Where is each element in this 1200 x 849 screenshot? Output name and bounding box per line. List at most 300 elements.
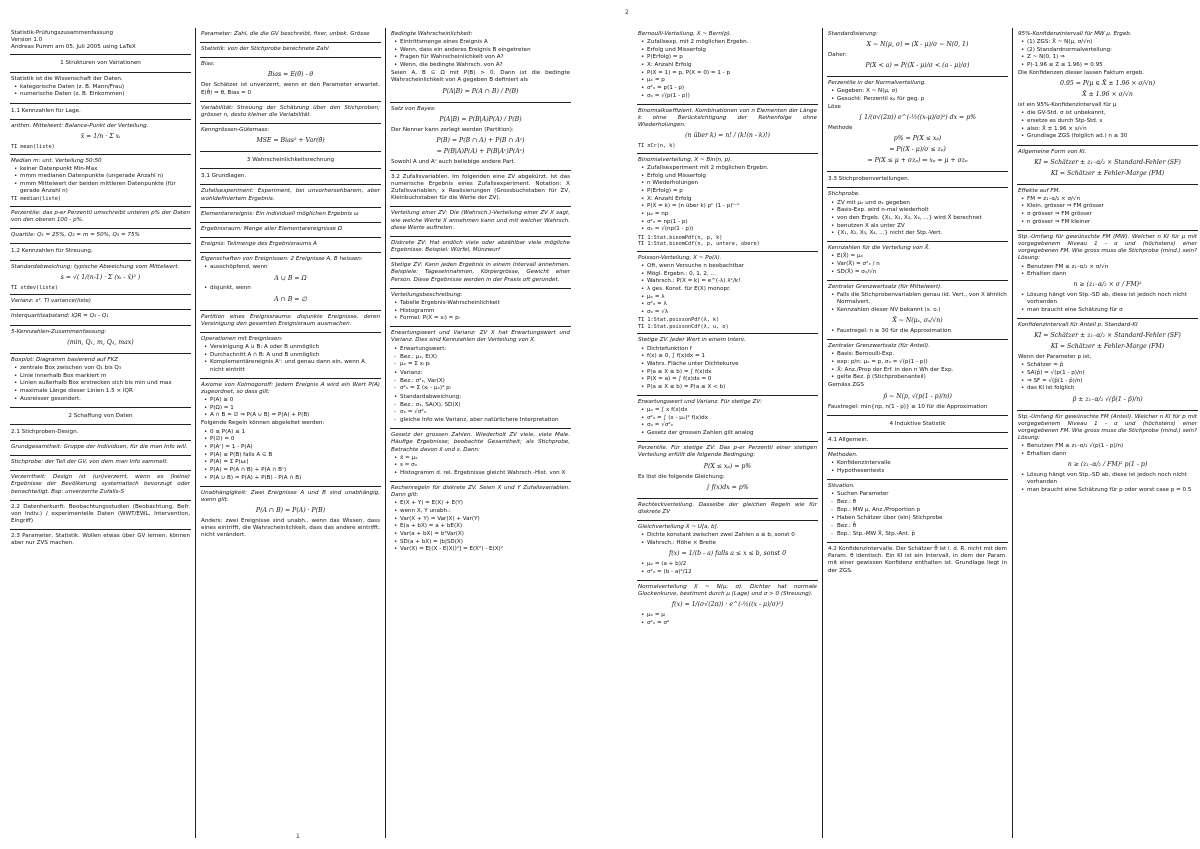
paragraph: Binomialkoeffizient. Kombinationen von n Elementen der Länge k ohne Berücksichtigung der Reihenfolge ohne Wiederholungen:: [638, 107, 817, 129]
paragraph: Satz von Bayes:: [391, 105, 436, 112]
list-item: • P(a ≤ X ≤ b) = P(a ≤ X < b): [647, 384, 817, 391]
list-item: • gelte Bez. p̂ (Stichprobenanteil): [837, 374, 1007, 381]
list-item: • P(X = a) = ∫ f(x)dx = 0: [647, 376, 817, 383]
bullet-list: [828, 200, 1007, 238]
list-item: • Standardabweichung:: [400, 394, 570, 401]
list-item: • benutzen X als unter ZV: [837, 223, 1007, 230]
list-item: • Dichte konstant zwischen zwei Zahlen a ≤ b, sonst 0: [647, 532, 817, 539]
list-item: • Mögl. Ergebn.: 0, 1, 2, ...: [647, 271, 817, 278]
list-item: • (2) Standardnormalverteilung:: [1027, 47, 1197, 54]
text-block: [200, 124, 381, 152]
column-divider: [822, 28, 823, 838]
list-item: • Zufallsexp. mit 2 möglichen Ergebn.: [647, 39, 817, 46]
paragraph: Standardisierung:: [828, 31, 878, 37]
list-item: • Benutzen FM ≤ z₁₋α/₂ × σ/√n: [1027, 264, 1197, 271]
text-block: [10, 456, 191, 471]
list-item: • Zufallsexperiment mit 2 möglichen Ergebn.: [647, 165, 817, 172]
subsection-title: [827, 543, 1008, 579]
list-item: • die GV-Std. σ ist unbekannt,: [1027, 110, 1197, 117]
list-item: • man braucht eine Schätzung für σ: [1027, 307, 1197, 314]
list-item: • mmm medianen Datenpunkte (ungerade Anzahl n): [20, 173, 190, 180]
list-item: • P(A ∪ B) = P(A) + P(B) - P(A ∩ B): [210, 475, 380, 482]
paragraph: Ereignis: Teilmenge des Ergebnisraums A: [201, 241, 317, 248]
paragraph: Situation.: [828, 482, 855, 489]
subsection-title: [10, 530, 191, 551]
paragraph: Ergebnisraum: Menge aller Elementarereignisse Ω: [201, 225, 343, 232]
paragraph: Erwartungswert und Varianz: ZV X hat Erwartungswert und Varianz. Dies sind Kennzahlen der Verteilung von X.: [391, 330, 570, 344]
bullet-list: [1018, 39, 1197, 69]
text-block: [200, 311, 381, 333]
formula: (n über k) = n! / (k!(n - k)!): [685, 132, 770, 140]
list-item: • P(a ≤ X ≤ b) = ∫ f(x)dx: [647, 369, 817, 376]
sub-list: [828, 523, 1007, 538]
list-item: • Falls die Stichprobenvariablen genau iid. Vert., von X ähnlich Normalvert.: [837, 292, 1007, 306]
paragraph: Verteilung einer ZV: Die (Wahrsch.)-Verteilung einer ZV X sagt, wie welche Werte X annehmen kann und mit welcher Wahrsch. diese Werte auftreten.: [391, 210, 570, 231]
list-item: • f(x) ≥ 0, ∫ f(x)dx = 1: [647, 353, 817, 360]
list-item: • Wenn, dass ein anderes Ereignis B eingetreten: [400, 47, 570, 54]
subsection-title: [10, 501, 191, 530]
formula: A ∩ B = ∅: [274, 295, 307, 303]
list-item: • Grundlage ZGS (folglich ad.) n ≥ 30: [1027, 133, 1197, 140]
paragraph: Der Nenner kann zerlegt werden (Partition):: [391, 126, 514, 133]
list-item: • Gesetz der grossen Zahlen gilt analog: [647, 430, 817, 437]
formula: Bias = E(θ̂) - θ: [267, 71, 314, 79]
formula: f(x) = 1/(b - a) falls a ≤ x ≤ b, sonst 0: [668, 549, 787, 557]
list-item: • X: Anzahl Erfolg: [647, 62, 817, 69]
list-item: • also: X̄ ± 1.96 × s/√n: [1027, 126, 1197, 133]
formula: P(A ∩ B) = P(A) · P(B): [255, 507, 326, 514]
list-item: • E(a + bX) = a + bE(X): [400, 523, 570, 530]
sub-list: [391, 402, 570, 424]
text-block: [200, 379, 381, 487]
text-block: [200, 238, 381, 253]
text-block: [10, 441, 191, 456]
text-block: [1017, 319, 1198, 410]
paragraph: Varianz: s². TI variance(liste): [11, 298, 91, 305]
formula: n ≥ (z₁₋α/₂ × σ / FM)²: [1073, 281, 1142, 289]
bullet-list: [1018, 362, 1197, 392]
text-block: [827, 281, 1008, 340]
formula: A ∪ B = Ω: [274, 274, 307, 282]
formula: P(X < a) = P((X - μ)/σ < (a - μ)/σ): [865, 62, 970, 70]
paragraph: Anders: zwei Ereignisse sind unabh., wenn das Wissen, dass eines eintrifft, die Wahrscheinlichkeit, dass das andere eintrifft, nicht verändert.: [201, 517, 380, 539]
paragraph: Stetige ZV. Jeder Wert in einem Interv.: [638, 337, 746, 344]
formula: X ~ N(μ, σ) ⇒ (X - μ)/σ ~ N(0, 1): [866, 41, 969, 49]
paragraph: Median m: unt. Verteilung 50:50: [11, 157, 102, 164]
list-item: • wenn X, Y unabh.:: [400, 508, 570, 515]
left-column-2: [200, 28, 381, 838]
formula: KI = Schätzer ± z₁₋α/₂ × Standard-Fehler (SF): [1034, 158, 1181, 166]
list-item: • Faustregel: n ≥ 30 für die Approximation: [837, 328, 1007, 335]
paragraph: Perzentile in der Normalverteilung.: [828, 80, 927, 87]
text-block: [390, 237, 571, 259]
document-title: Statistik-Prüfungszusammenfassung: [11, 30, 114, 36]
list-item: • Histogramm: [400, 308, 570, 315]
list-item: • Kennzahlen dieser NV bekannt (s. o.): [837, 307, 1007, 314]
bullet-list: [828, 351, 1007, 381]
paragraph: Grundgesamtheit: Gruppe der Individuen, für die man Info will.: [11, 443, 188, 450]
bullet-list: [391, 300, 570, 322]
list-item: • Schätzer = p̂: [1027, 362, 1197, 369]
formula: x̄ = 1/n · Σ xᵢ: [80, 132, 121, 140]
paragraph: 3.2 Zufallsvariablen. Im folgenden eine ZV abgekürzt. Ist das numerische Ergebnis eines Zufallsexperiment. Notation: X Zufallsvariablen, x Realisierungen (Grossbuchstaben für ZV, Kleinbuchstaben für die Werte der ZV).: [391, 173, 570, 202]
list-item: • σ²ₓ = ∫ (x - μₓ)² f(x)dx: [647, 415, 817, 422]
paragraph: Unabhängigkeit: Zwei Ereignisse A und B sind unabhängig, wenn gilt:: [201, 489, 380, 503]
bullet-list: [828, 491, 1007, 498]
text-block: [827, 77, 1008, 172]
list-item: • Konfidenzintervalle: [837, 460, 1007, 467]
list-item: • P(Erfolg) = p: [647, 188, 817, 195]
formula: 0.95 = P(μ ∈ X̄ ± 1.96 × σ/√n): [1059, 80, 1156, 88]
list-item: • σ grösser ⇒ FM grösser: [1027, 211, 1197, 218]
list-item: • Erfolg und Misserfolg: [647, 173, 817, 180]
bullet-list: [828, 328, 1007, 335]
paragraph: Poisson-Verteilung, X ~ Po(λ).: [638, 254, 722, 261]
list-item: • Hypothesentests: [837, 468, 1007, 475]
list-item: • SD(X̄) = σₓ/√n: [837, 269, 1007, 276]
text-block: [827, 28, 1008, 77]
paragraph: Partition eines Ereignisraums: disjunkte Ereignisse, deren Vereinigung den gesamten Ereignisraum ausmachen.: [201, 313, 380, 327]
list-item: • zentrale Box zwischen von Q₁ bis Q₃: [20, 365, 190, 372]
text-block: [390, 207, 571, 236]
text-block: [200, 487, 381, 544]
list-item: • μₓ = μ: [647, 612, 817, 619]
bullet-list: [11, 365, 190, 403]
list-item: • σ²ₓ = σ²: [647, 620, 817, 627]
paragraph: Statistik: von der Stichprobe berechnete Zahl: [201, 46, 329, 53]
text-block: [200, 253, 381, 310]
list-item: • P(∅) = 0: [210, 436, 380, 443]
list-item: • μₓ = np: [647, 211, 817, 218]
paragraph: Diskrete ZV: Hat endlich viele oder abzählbar viele mögliche Ergebnisse. Beispiel: Würfel, Münzwurf: [391, 239, 570, 254]
formula: MSE = Bias² + Var(θ̂): [256, 137, 325, 145]
list-item: • ausschöpfend, wenn: [210, 264, 380, 271]
list-item: • P(X = 1) = p, P(X = 0) = 1 - p: [647, 70, 817, 77]
list-item: • Z ~ N(0, 1) ⇒: [1027, 54, 1197, 61]
list-item: • Var(a + bX) = b²Var(X): [400, 531, 570, 538]
list-item: • P(Erfolg) = p: [647, 54, 817, 61]
list-item: • Varianz:: [400, 370, 570, 377]
paragraph: Gleichverteilung X ~ U[a, b].: [638, 523, 719, 530]
paragraph: Bernoulli-Verteilung, X ~ Bern(p).: [638, 31, 732, 37]
paragraph: 4.2 Konfidenzintervalle. Der Schätzer θ̂ ist i. d. R. nicht mit dem Param. θ identisch. Ein KI ist ein Intervall, in dem der Param. mit einer gewissen Konfidenz enthalten ist. Grundlage liegt in der ZGS.: [828, 546, 1007, 574]
list-item: • Wahrs. Fläche unter Dichtekurve: [647, 361, 817, 368]
text-block: [390, 289, 571, 328]
list-item: • E(X + Y) = E(X) + E(Y): [400, 500, 570, 507]
list-item: • Wenn, die bedingte Wahrsch. von A?: [400, 62, 570, 69]
list-item: • x̄ ≈ μₓ: [400, 455, 570, 462]
text-block: [390, 103, 571, 171]
paragraph: Allgemeine Form von KI.: [1018, 148, 1087, 155]
paragraph: Rechteckverteilung. Dasselbe der gleichen Regeln wie für diskrete ZV: [638, 501, 817, 515]
left-column-1: [10, 28, 191, 838]
list-item: - Bez.: θ̂: [837, 523, 1007, 530]
text-block: [10, 120, 191, 155]
paragraph: Daher:: [828, 52, 847, 59]
paragraph: Standardabweichung: typische Abweichung vom Mittelwert.: [11, 263, 180, 270]
list-item: • Var(X + Y) = Var(X) + Var(Y): [400, 516, 570, 523]
list-item: - μₓ = Σ xᵢ pᵢ: [400, 361, 570, 368]
list-item: • μₓ = ∫ x f(x)dx: [647, 407, 817, 414]
bullet-list: [638, 39, 817, 100]
calculator-command: TI 1:Stat.binomCdf(n, p, untere, obere): [638, 241, 760, 248]
bullet-list: [201, 429, 380, 482]
list-item: - Bsp.: Stp.-MW X̄, Stp.-Ant. p̂: [837, 531, 1007, 538]
text-block: [10, 207, 191, 229]
formula: KI = Schätzer ± Fehler-Marge (FM): [1050, 169, 1165, 177]
list-item: • SD(a + bX) = |b|SD(X): [400, 539, 570, 546]
text-block: [200, 185, 381, 207]
right-column-2: [827, 28, 1008, 838]
list-item: • Formel: P(X = xᵢ) = pᵢ: [400, 315, 570, 322]
section-title: 3 Wahrscheinlichkeitsrechnung: [200, 152, 381, 169]
list-item: • σ²ₓ = λ: [647, 301, 817, 308]
sub-list: [828, 499, 1007, 514]
paragraph: Normalverteilung X ~ N(μ, σ). Dichter hat normale Glockenkurve, bestimmt durch μ (Lage) und σ > 0 (Streuung).: [638, 583, 817, 597]
bullet-list: [638, 561, 817, 576]
list-item: • Benutzen FM ≤ z₁₋α/₂ √(p(1 - p)/n): [1027, 443, 1197, 450]
list-item: • σ²ₓ = p(1 - p): [647, 85, 817, 92]
text-block: [10, 261, 191, 296]
list-item: • Fragen für Wahrscheinlichkeit von A?: [400, 54, 570, 61]
bullet-list: [11, 166, 190, 196]
text-block: [10, 326, 191, 354]
paragraph: Quartile: Q₁ = 25%, Q₂ = m = 50%, Q₃ = 75%: [11, 232, 140, 239]
formula: p̂ ± z₁₋α/₂ √(p̂(1 - p̂)/n): [1072, 395, 1143, 403]
text-block: [827, 242, 1008, 281]
list-item: • Lösung hängt von Stp.-SD ab, diese ist jedoch noch nicht vorhanden: [1027, 472, 1197, 486]
formula: p% = P(X ≤ xₚ): [893, 135, 942, 143]
bullet-list: [638, 346, 817, 391]
formula: s = √( 1/(n-1) · Σ (xᵢ - x̄)² ): [60, 273, 141, 281]
text-block: [200, 58, 381, 101]
paragraph: Perzentile. Für stetige ZV: Das p-er Perzentil einer stetigen Verteilung erfüllt die folgende Bedingung:: [638, 445, 817, 459]
text-block: [827, 449, 1008, 480]
text-block: [200, 43, 381, 58]
document-version: Version 1.0: [11, 37, 43, 44]
paragraph: Perzentile: das p-er Perzentil umschreibt unteren p% der Daten von den oberen 100 - p%.: [11, 209, 190, 224]
bullet-list: [1018, 472, 1197, 494]
list-item: • σ²ₓ = np(1 - p): [647, 219, 817, 226]
text-block: [200, 223, 381, 238]
text-block: [200, 102, 381, 124]
calculator-command: TI 1:Stat.poissonPdf(λ, k): [638, 317, 720, 324]
bullet-list: [391, 394, 570, 401]
paragraph: Eigenschaften von Ereignissen: 2 Ereignisse A, B heissen:: [201, 256, 363, 263]
text-block: [390, 28, 571, 103]
bullet-list: [1018, 292, 1197, 314]
list-item: • Vereinigung A ∪ B: A oder B unmöglich: [210, 344, 380, 351]
subsection-title: 1.1 Kennzahlen für Lage.: [10, 104, 191, 120]
text-block: [10, 295, 191, 310]
paragraph: Wenn der Parameter p ist,: [1018, 354, 1092, 361]
text-block: [1017, 231, 1198, 319]
text-block: [10, 471, 191, 500]
list-item: • P(A) = P(A ∩ B) + P(A ∩ Bᶜ): [210, 467, 380, 474]
list-item: • E(X̄) = μₓ: [837, 253, 1007, 260]
bullet-list: [828, 292, 1007, 314]
paragraph: Die Konfidenzen dieser lassen Faktum ergeb.: [1018, 70, 1145, 77]
column-divider: [1012, 28, 1013, 838]
text-block: [827, 188, 1008, 242]
text-block: [637, 442, 818, 498]
paragraph: Konfidenzintervall für Anteil p. Standard-KI: [1018, 322, 1138, 329]
list-item: • μₓ = λ: [647, 294, 817, 301]
list-item: - Bez.: σ²ₓ, Var(X): [400, 378, 570, 385]
bullet-list: [638, 165, 817, 233]
paragraph: arithm. Mittelwert: Balance-Punkt der Verteilung.: [11, 122, 149, 129]
list-item: • σₓ = √(np(1 - p)): [647, 226, 817, 233]
list-item: • P(X = k) = (n über k) pᵏ (1 - p)ⁿ⁻ᵏ: [647, 203, 817, 210]
right-column-1: [637, 28, 818, 838]
list-item: • Var(X) = E[(X - E(X))²] = E(X²) - E(X)²: [400, 546, 570, 553]
paragraph: Gesetz der grossen Zahlen. Wiederholt ZV viele, viele Male. Häufige Ergebnisse; beobachte Gesamtheit; als Stichprobe, Betrachte davon x̄ und s. Dann:: [391, 432, 570, 453]
list-item: • Komplementärereignis Aᶜ: und genau dann ein, wenn A nicht eintritt: [210, 359, 380, 373]
text-block: [637, 499, 818, 521]
paragraph: 5-Kennzahlen-Zusammenfassung:: [11, 328, 107, 335]
list-item: • n Wiederholungen: [647, 180, 817, 187]
paragraph: Operationen mit Ereignissen:: [201, 335, 283, 342]
text-block: [637, 252, 818, 335]
bullet-list: [638, 263, 817, 316]
list-item: • keiner Datenpunkt Min-Max: [20, 166, 190, 173]
list-item: • Var(X̄) = σ²ₓ / n: [837, 261, 1007, 268]
subsection-title: 1.2 Kennzahlen für Streuung.: [10, 244, 191, 260]
paragraph: Variabilität: Streuung der Schätzung über den Stichproben; grösser n, desto kleiner die Variabilität.: [201, 104, 380, 118]
page-number: 2: [625, 9, 629, 16]
text-block: [637, 105, 818, 154]
text-block: [637, 28, 818, 105]
text-block: [637, 581, 818, 631]
list-item: • A ∩ B = ∅ ⇒ P(A ∪ B) = P(A) + P(B): [210, 412, 380, 419]
list-item: • Suchen Parameter: [837, 491, 1007, 498]
paragraph: Elementarereignis: Ein individuell möglichen Ergebnis ω: [201, 210, 359, 217]
formula: n ≥ (z₁₋α/₂ / FM)² p(1 - p): [1067, 460, 1148, 468]
list-item: • maximale Länge dieser Linien 1.5 × IQR: [20, 388, 190, 395]
paragraph: Bedingte Wahrscheinlichkeit:: [391, 31, 473, 37]
formula: ∫ f(x)dx = p%: [706, 483, 749, 491]
bullet-list: [201, 397, 380, 419]
formula: = P(X ≤ μ + σzₚ) ⇒ xₚ = μ + σzₚ: [867, 157, 968, 165]
list-item: • ⇒ SF = √(p̂(1 - p̂)/n): [1027, 378, 1197, 385]
list-item: • μₓ = p: [647, 77, 817, 84]
bullet-list: [391, 346, 570, 353]
paragraph: Sowohl A und Aᶜ auch beliebige andere Part.: [391, 158, 516, 165]
paragraph: Stp.-Umfang für gewünschte FM (Anteil). Welcher n KI für p mit vorgegebenem Niveau 1 - α und (höchstens) einer vorgegebenen FM. Wie gross muss die Stichprobe (mind.) sein? Lösung:: [1018, 413, 1197, 441]
paragraph: Stichprobe: der Teil der GV, von dem man Info sammelt.: [11, 459, 169, 466]
list-item: • Durchschnitt A ∩ B: A und B unmöglich: [210, 352, 380, 359]
list-item: • Lösung hängt von Stp.-SD ab, diese ist jedoch noch nicht vorhanden: [1027, 292, 1197, 306]
list-item: • FM = z₁₋α/₂ × σ/√n: [1027, 196, 1197, 203]
list-item: • P(A) = Σ P(ωᵢ): [210, 459, 380, 466]
page-number: 1: [296, 833, 300, 840]
formula: P(X ≤ xₚ) = p%: [703, 462, 752, 470]
bullet-list: [828, 515, 1007, 522]
column-divider: [385, 28, 386, 838]
list-item: • numerische Daten (z. B. Einkommen): [20, 91, 190, 98]
text-block: [827, 480, 1008, 543]
text-block: [10, 73, 191, 104]
list-item: • exp: p/n: μₓ = p, σₓ = √(p(1 - p)): [837, 359, 1007, 366]
paragraph: Effekte auf FM.: [1018, 187, 1061, 194]
list-item: • Erwartungswert:: [400, 346, 570, 353]
list-item: • s ≈ σₓ: [400, 462, 570, 469]
paragraph: Faustregel: min{np, n(1 - p)} ≥ 10 für die Approximation: [828, 403, 988, 410]
list-item: • Klein. grösser ⇒ FM grösser: [1027, 203, 1197, 210]
formula: p̂ ~ N(p, √(p(1 - p)/n)): [883, 392, 952, 400]
list-item: • P(Aᶜ) = 1 - P(A): [210, 444, 380, 451]
list-item: • Oft, wenn Versuche n beobachtbar: [647, 263, 817, 270]
bullet-list: [638, 407, 817, 437]
list-item: • Wahrsch.: P(X = k) = e^(-λ) λᵏ/k!: [647, 278, 817, 285]
section-title: 4 Induktive Statistik: [827, 416, 1008, 433]
list-item: - σₓ = √σ²ₓ: [400, 409, 570, 416]
list-item: • λ ges. Konst. für E(X) monopr.: [647, 286, 817, 293]
paragraph: Der Schätzer ist unverzerrt, wenn er den Parameter erwartet. E(θ̂) = θ, Bias = 0: [201, 82, 380, 96]
list-item: • σₓ = √(p(1 - p)): [647, 93, 817, 100]
formula: KI = Schätzer ± Fehler-Marge (FM): [1050, 343, 1165, 351]
text-block: [390, 327, 571, 429]
list-item: • (1) ZGS: X̄ ~ N(μ, σ/√n): [1027, 39, 1197, 46]
list-item: • Linien außerhalb Box erstrecken sich bis min und max: [20, 380, 190, 387]
bullet-list: [391, 370, 570, 377]
list-item: - σ²ₓ = Σ (xᵢ - μₓ)² pᵢ: [400, 385, 570, 392]
list-item: • P(A) ≤ P(B) falls A ⊆ B: [210, 452, 380, 459]
calculator-command: TI 1:Stat.poissonCdf(λ, u, o): [638, 323, 729, 330]
list-item: • Eintrittsmenge eines Ereignis A: [400, 39, 570, 46]
paragraph: Kenngrössen-Gütemass:: [201, 127, 270, 134]
paragraph: Statistik ist die Wissenschaft der Daten.: [11, 75, 123, 82]
paragraph: Kennzahlen für die Verteilung von X̄.: [828, 245, 931, 252]
list-item: • Linie innerhalb Box markiert m: [20, 373, 190, 380]
text-block: [1017, 28, 1198, 146]
paragraph: Methode: [828, 125, 853, 132]
sub-list: [391, 378, 570, 393]
list-item: - Bez.: μₓ, E(X): [400, 354, 570, 361]
text-block: [1017, 146, 1198, 185]
text-block: [637, 154, 818, 252]
list-item: • σₓ = √λ: [647, 309, 817, 316]
bullet-list: [201, 344, 380, 374]
formula: P(B) = P(B ∩ A) + P(B ∩ Aᶜ): [436, 136, 525, 144]
paragraph: Löse: [828, 104, 841, 111]
paragraph: Verteilungsbeschreibung:: [391, 291, 463, 298]
list-item: • 0 ≤ P(A) ≤ 1: [210, 429, 380, 436]
list-item: • kategorische Daten (z. B. Mann/Frau): [20, 84, 190, 91]
list-item: • Dichtefunktion f: [647, 346, 817, 353]
section-title: 2 Schaffung von Daten: [10, 408, 191, 425]
calculator-command: TI mean(liste): [11, 143, 55, 150]
right-page: [637, 28, 1200, 838]
formula: KI = Schätzer ± z₁₋α/₂ × Standard-Fehler (SF): [1034, 332, 1181, 340]
text-block: [390, 259, 571, 288]
paragraph: Interquartilsabstand: IQR = Q₃ - Q₁: [11, 313, 109, 320]
formula: = P((X - μ)/σ ≤ zₚ): [889, 146, 946, 154]
text-block: [390, 482, 571, 557]
list-item: - Bez.: σₓ, SA(X), SD(X): [400, 402, 570, 409]
formula: ∫ 1/(σ√(2π)) e^(-½((x-μ)/σ)²) dx = p%: [858, 114, 977, 122]
list-item: • Histogramm d. rel. Ergebnisse gleicht Wahrsch.-Hist. von X: [400, 470, 570, 477]
paragraph: Zentraler Grenzwertsatz (für Anteil).: [828, 343, 930, 350]
subsection-title: [390, 171, 571, 208]
formula: = P(B|A)P(A) + P(B|Aᶜ)P(Aᶜ): [436, 147, 525, 155]
list-item: • ZV mit μₓ und σₓ gegeben: [837, 200, 1007, 207]
list-item: • σₓ = √σ²ₓ: [647, 422, 817, 429]
bullet-list: [391, 39, 570, 69]
subsection-title: 3.1 Grundlagen.: [200, 169, 381, 185]
paragraph: Gemäss ZGS: [828, 382, 864, 389]
text-block: [637, 521, 818, 581]
